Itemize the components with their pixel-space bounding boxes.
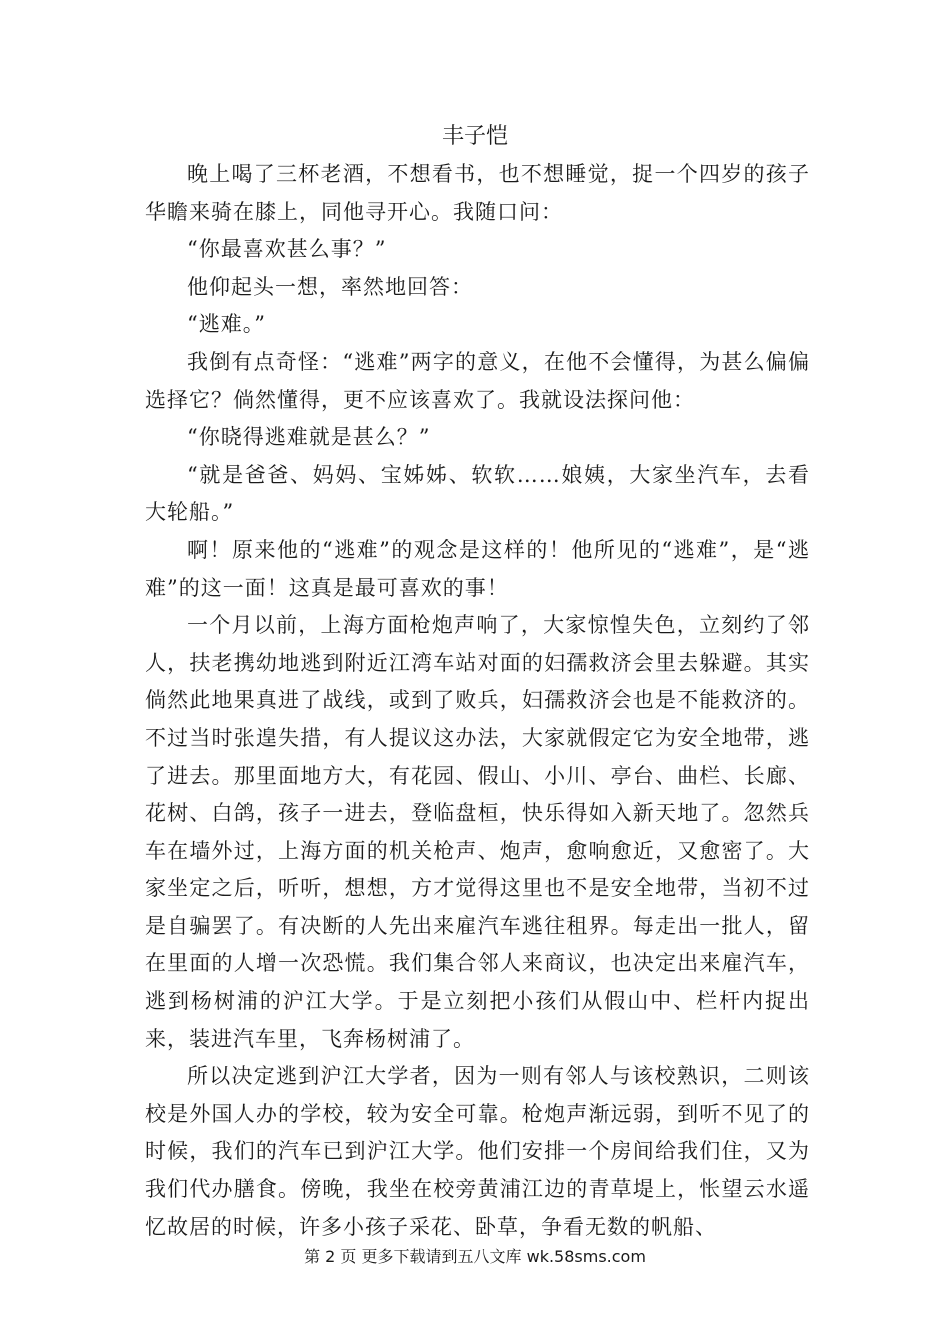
paragraph: 晚上喝了三杯老酒，不想看书，也不想睡觉，捉一个四岁的孩子华瞻来骑在膝上，同他寻开心。我随口问： <box>145 162 810 224</box>
paragraph: 一个月以前，上海方面枪炮声响了，大家惊惶失色，立刻约了邻人，扶老携幼地逃到附近江湾车站对面的妇孺救济会里去躲避。其实倘然此地果真进了战线，或到了败兵，妇孺救济会也是不能救济的。不过当时张遑失措，有人提议这办法，大家就假定它为安全地带，逃了进去。那里面地方大，有花园、假山、小川、亭台、曲栏、长廊、花树、白鸽，孩子一进去，登临盘桓，快乐得如入新天地了。忽然兵车在墙外过，上海方面的机关枪声、炮声，愈响愈近，又愈密了。大家坐定之后，听听，想想，方才觉得这里也不是安全地带，当初不过是自骗罢了。有决断的人先出来雇汽车逃往租界。每走出一批人，留在里面的人增一次恐慌。我们集合邻人来商议，也决定出来雇汽车，逃到杨树浦的沪江大学。于是立刻把小孩们从假山中、栏杆内捉出来，装进汽车里，飞奔杨树浦了。 <box>145 613 810 1051</box>
paragraph: 他仰起头一想，率然地回答： <box>187 274 473 299</box>
paragraph: “你晓得逃难就是甚么？” <box>187 425 431 450</box>
page-footer: 第 2 页 更多下载请到五八文库 wk.58sms.com <box>304 1247 646 1266</box>
article-body <box>145 156 810 1246</box>
paragraph: 所以决定逃到沪江大学者，因为一则有邻人与该校熟识，二则该校是外国人办的学校，较为安全可靠。枪炮声渐远弱，到听不见了的时候，我们的汽车已到沪江大学。他们安排一个房间给我们住，又为我们代办膳食。傍晚，我坐在校旁黄浦江边的青草堤上，怅望云水遥忆故居的时候，许多小孩子采花、卧草，争看无数的帆船、 <box>145 1064 810 1239</box>
paragraph: “你最喜欢甚么事？” <box>187 237 387 262</box>
paragraph: “逃难。” <box>187 312 266 337</box>
paragraph: 我倒有点奇怪：“逃难”两字的意义，在他不会懂得，为甚么偏偏选择它？倘然懂得，更不应该喜欢了。我就设法探问他： <box>145 349 810 412</box>
paragraph: “就是爸爸、妈妈、宝姊姊、软软……娘姨，大家坐汽车，去看大轮船。” <box>145 462 810 525</box>
paragraph: 啊！原来他的“逃难”的观念是这样的！他所见的“逃难”，是“逃难”的这一面！这真是最可喜欢的事！ <box>145 537 810 600</box>
author-name: 丰子恺 <box>441 124 508 149</box>
